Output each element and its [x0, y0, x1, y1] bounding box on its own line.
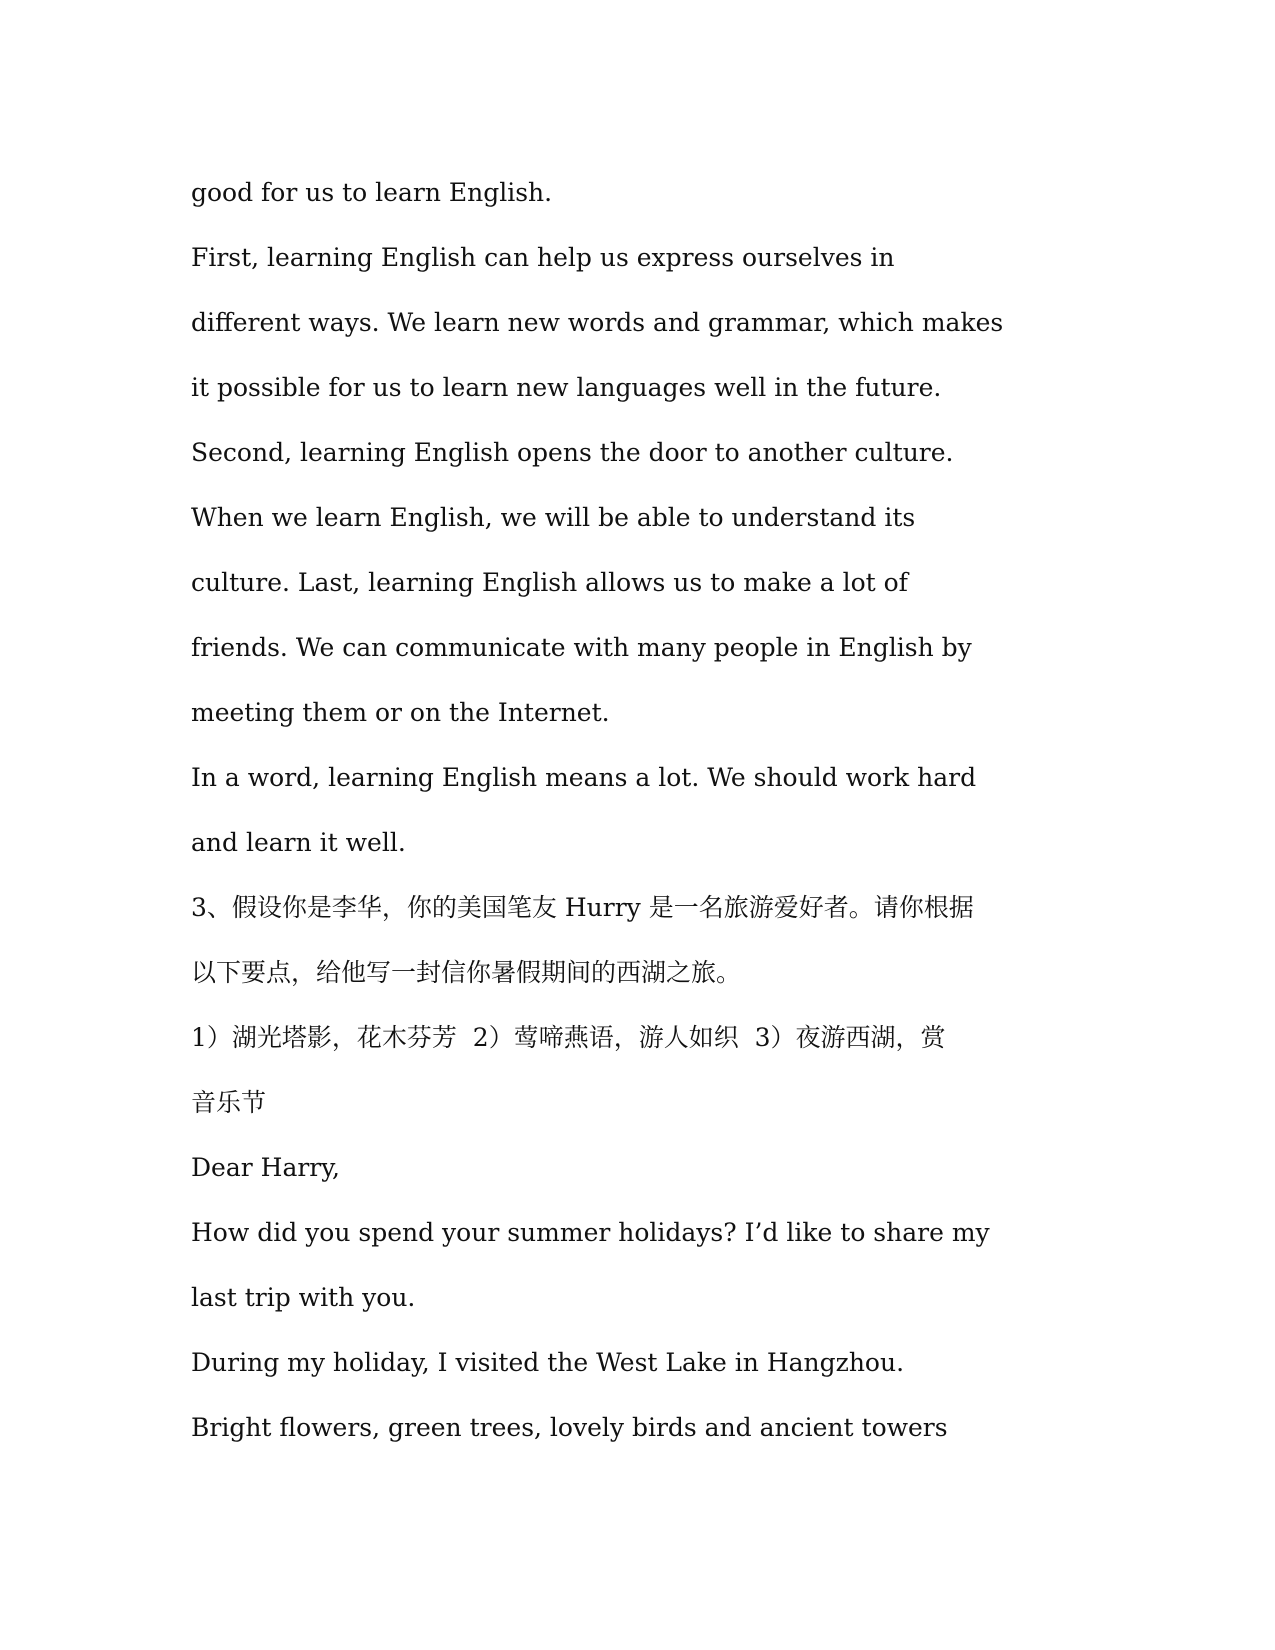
text-line: different ways. We learn new words and grammar, which makes: [191, 308, 1004, 337]
text-line: Second, learning English opens the door to another culture.: [191, 438, 954, 467]
text-line: and learn it well.: [191, 828, 406, 857]
key-points-line: 音乐节: [191, 1088, 267, 1117]
letter-line: last trip with you.: [191, 1283, 416, 1312]
document-body: [191, 160, 1091, 1460]
text-line: meeting them or on the Internet.: [191, 698, 610, 727]
letter-greeting: Dear Harry,: [191, 1153, 340, 1182]
text-line: In a word, learning English means a lot. We should work hard: [191, 763, 977, 792]
question-line: 以下要点，给他写一封信你暑假期间的西湖之旅。: [191, 958, 742, 987]
text-line: it possible for us to learn new languages well in the future.: [191, 373, 942, 402]
letter-line: How did you spend your summer holidays? I’d like to share my: [191, 1218, 990, 1247]
text-line: When we learn English, we will be able to understand its: [191, 503, 916, 532]
letter-line: During my holiday, I visited the West Lake in Hangzhou.: [191, 1348, 905, 1377]
text-line: First, learning English can help us express ourselves in: [191, 243, 895, 272]
text-line: friends. We can communicate with many people in English by: [191, 633, 972, 662]
question-line: 3、假设你是李华，你的美国笔友 Hurry 是一名旅游爱好者。请你根据: [191, 893, 974, 922]
text-line: good for us to learn English.: [191, 178, 553, 207]
letter-line: Bright flowers, green trees, lovely birds and ancient towers: [191, 1413, 948, 1442]
key-points-line: 1）湖光塔影，花木芬芳 2）莺啼燕语，游人如织 3）夜游西湖，赏: [191, 1023, 946, 1052]
text-line: culture. Last, learning English allows us to make a lot of: [191, 568, 908, 597]
